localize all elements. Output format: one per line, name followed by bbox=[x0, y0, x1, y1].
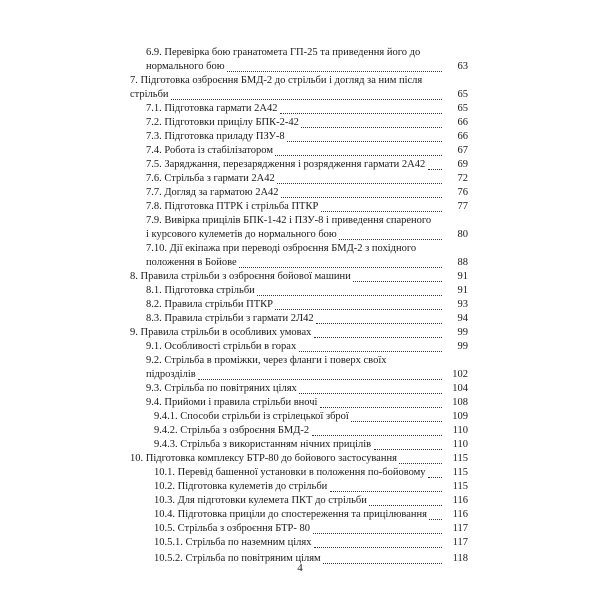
toc-entry-title: 8.2. Правила стрільби ПТКР bbox=[146, 299, 273, 310]
toc-entry bbox=[130, 74, 468, 102]
toc-page-number: 65 bbox=[457, 103, 468, 114]
toc-entry bbox=[130, 326, 468, 340]
toc-page-number: 117 bbox=[452, 523, 468, 534]
toc-entry-title: 7.6. Стрільба з гармати 2А42 bbox=[146, 173, 275, 184]
toc-page-number: 115 bbox=[452, 467, 468, 478]
toc-entry-title: 9. Правила стрільби в особливих умовах bbox=[130, 327, 312, 338]
toc-page-number: 94 bbox=[457, 313, 468, 324]
toc-page-number: 118 bbox=[452, 553, 468, 564]
toc-entry bbox=[154, 410, 468, 424]
toc-entry bbox=[146, 312, 468, 326]
toc-page-number: 108 bbox=[452, 397, 468, 408]
toc-leader-line bbox=[330, 491, 442, 492]
toc-leader-line bbox=[428, 477, 442, 478]
toc-page-number: 110 bbox=[452, 439, 468, 450]
toc-leader-line bbox=[429, 519, 442, 520]
toc-entry-title: 10.5.2. Стрільба по повітряним цілям bbox=[154, 553, 321, 564]
toc-page-number: 77 bbox=[457, 201, 468, 212]
toc-entry bbox=[146, 186, 468, 200]
toc-leader-line bbox=[198, 379, 442, 380]
toc-entry-title: 9.4. Прийоми і правила стрільби вночі bbox=[146, 397, 318, 408]
toc-entry-title: 10.5. Стрільба з озброєння БТР- 80 bbox=[154, 523, 311, 534]
toc-entry-title: 7.7. Догляд за гарматою 2А42 bbox=[146, 187, 279, 198]
toc-entry bbox=[146, 242, 468, 270]
toc-page-number: 80 bbox=[457, 229, 468, 240]
toc-leader-line bbox=[313, 533, 442, 534]
toc-page-number: 91 bbox=[457, 285, 468, 296]
toc-leader-line bbox=[353, 281, 442, 282]
toc-leader-line bbox=[374, 449, 442, 450]
toc-entry-title: 7.8. Підготовка ПТРК і стрільба ПТКР bbox=[146, 201, 319, 212]
toc-page-number: 72 bbox=[457, 173, 468, 184]
toc-leader-line bbox=[239, 267, 442, 268]
toc-page-number: 104 bbox=[452, 383, 468, 394]
toc-page-number: 88 bbox=[457, 257, 468, 268]
toc-leader-line bbox=[399, 463, 442, 464]
toc-entry bbox=[154, 438, 468, 452]
page-number: 4 bbox=[297, 562, 303, 574]
toc-entry-title: 7. Підготовка озброєння БМД-2 до стрільби і догляд за ним після bbox=[130, 75, 423, 86]
toc-page-number: 117 bbox=[452, 537, 468, 548]
toc-entry bbox=[146, 382, 468, 396]
toc-entry-title: 9.1. Особливості стрільби в горах bbox=[146, 341, 297, 352]
toc-entry bbox=[146, 284, 468, 298]
toc-entry-title: 8. Правила стрільби з озброєння бойової машини bbox=[130, 271, 351, 282]
toc-page-number: 102 bbox=[452, 369, 468, 380]
toc-entry-title: 9.3. Стрільба по повітряних цілях bbox=[146, 383, 297, 394]
toc-entry bbox=[146, 158, 468, 172]
toc-entry-title: 9.2. Стрільба в проміжки, через фланги і поверх своїх bbox=[146, 355, 387, 366]
toc-page-number: 66 bbox=[457, 131, 468, 142]
toc-entry bbox=[146, 340, 468, 354]
toc-leader-line bbox=[299, 393, 442, 394]
toc-entry bbox=[146, 144, 468, 158]
toc-page-number: 116 bbox=[452, 509, 468, 520]
toc-entry-title: 10.2. Підготовка кулеметів до стрільби bbox=[154, 481, 328, 492]
toc-page-number: 67 bbox=[457, 145, 468, 156]
toc-entry bbox=[146, 46, 468, 74]
toc-entry-title-continued: і курсового кулеметів до нормального бою bbox=[146, 229, 337, 240]
toc-entry-title: 10. Підготовка комплексу БТР-80 до бойового застосування bbox=[130, 453, 397, 464]
toc-entry-title: 9.4.1. Способи стрільби із стрілецької зброї bbox=[154, 411, 349, 422]
toc-page-number: 91 bbox=[457, 271, 468, 282]
toc-entry-title: 7.9. Вивірка прицілів БПК-1-42 і ПЗУ-8 і приведення спареного bbox=[146, 215, 432, 226]
toc-entry bbox=[154, 522, 468, 536]
toc-entry-title: 7.10. Дії екіпажа при переводі озброєння БМД-2 з похідного bbox=[146, 243, 417, 254]
toc-leader-line bbox=[257, 295, 442, 296]
toc-entry-title: 9.4.2. Стрільба з озброєння БМД-2 bbox=[154, 425, 310, 436]
toc-leader-line bbox=[321, 211, 442, 212]
toc-entry bbox=[146, 214, 468, 242]
toc-entry bbox=[154, 494, 468, 508]
toc-entry-title: 7.1. Підготовка гармати 2А42 bbox=[146, 103, 278, 114]
toc-entry bbox=[130, 270, 468, 284]
toc-leader-line bbox=[314, 337, 442, 338]
toc-entry bbox=[146, 396, 468, 410]
toc-page-number: 99 bbox=[457, 327, 468, 338]
toc-entry-title: 10.3. Для підготовки кулемета ПКТ до стрільби bbox=[154, 495, 367, 506]
toc-page-number: 110 bbox=[452, 425, 468, 436]
toc-page-number: 93 bbox=[457, 299, 468, 310]
toc-leader-line bbox=[299, 351, 442, 352]
toc-entry bbox=[146, 102, 468, 116]
toc-leader-line bbox=[314, 547, 442, 548]
toc-entry bbox=[146, 200, 468, 214]
toc-page-number: 115 bbox=[452, 481, 468, 492]
toc-entry-title-continued: стрільби bbox=[130, 89, 169, 100]
toc-entry-title-continued: нормального бою bbox=[146, 61, 225, 72]
toc-entry bbox=[154, 536, 468, 550]
toc-entry bbox=[154, 424, 468, 438]
toc-page-number: 69 bbox=[457, 159, 468, 170]
toc-leader-line bbox=[312, 435, 442, 436]
toc-entry bbox=[154, 466, 468, 480]
toc-entry bbox=[146, 298, 468, 312]
toc-entry-title: 7.3. Підготовка приладу ПЗУ-8 bbox=[146, 131, 285, 142]
toc-page-number: 63 bbox=[457, 61, 468, 72]
toc-entry bbox=[130, 452, 468, 466]
toc-leader-line bbox=[351, 421, 442, 422]
toc-page-number: 109 bbox=[452, 411, 468, 422]
toc-entry-title: 10.1. Перевід башенної установки в положення по-бойовому bbox=[154, 467, 426, 478]
toc-page-number: 115 bbox=[452, 453, 468, 464]
toc-leader-line bbox=[275, 155, 442, 156]
toc-entry-title: 10.4. Підготовка приціли до спостереження та прицілювання bbox=[154, 509, 427, 520]
toc-entry bbox=[146, 116, 468, 130]
toc-page-number: 65 bbox=[457, 89, 468, 100]
toc-entry-title: 6.9. Перевірка бою гранатомета ГП-25 та приведення його до bbox=[146, 47, 421, 58]
toc-entry bbox=[154, 508, 468, 522]
toc-leader-line bbox=[301, 127, 442, 128]
toc-leader-line bbox=[275, 309, 442, 310]
toc-page-number: 116 bbox=[452, 495, 468, 506]
toc-entry bbox=[146, 354, 468, 382]
toc-entry-title: 10.5.1. Стрільба по наземним цілях bbox=[154, 537, 312, 548]
toc-entry bbox=[146, 130, 468, 144]
toc-entry-title: 8.1. Підготовка стрільби bbox=[146, 285, 255, 296]
toc-entry bbox=[146, 172, 468, 186]
toc-leader-line bbox=[287, 141, 442, 142]
toc-entry-title-continued: положення в Бойове bbox=[146, 257, 237, 268]
toc-leader-line bbox=[428, 169, 442, 170]
toc-leader-line bbox=[339, 239, 442, 240]
toc-leader-line bbox=[316, 323, 442, 324]
toc-leader-line bbox=[320, 407, 442, 408]
toc-leader-line bbox=[277, 183, 442, 184]
toc-leader-line bbox=[171, 99, 442, 100]
toc-page-number: 76 bbox=[457, 187, 468, 198]
toc-entry-title: 7.4. Робота із стабілізатором bbox=[146, 145, 273, 156]
toc-leader-line bbox=[369, 505, 442, 506]
toc-entry bbox=[154, 480, 468, 494]
toc-leader-line bbox=[280, 113, 442, 114]
toc-entry-title: 9.4.3. Стрільба з використанням нічних прицілів bbox=[154, 439, 372, 450]
toc-entry-title: 7.2. Підготовки прицілу БПК-2-42 bbox=[146, 117, 299, 128]
toc-entry-title-continued: підрозділів bbox=[146, 369, 196, 380]
toc-entry-title: 8.3. Правила стрільби з гармати 2Л42 bbox=[146, 313, 314, 324]
toc-page-number: 99 bbox=[457, 341, 468, 352]
toc-leader-line bbox=[227, 71, 442, 72]
toc-entry-title: 7.5. Заряджання, перезарядження і розрядження гармати 2А42 bbox=[146, 159, 426, 170]
toc-page-number: 66 bbox=[457, 117, 468, 128]
toc-leader-line bbox=[281, 197, 442, 198]
